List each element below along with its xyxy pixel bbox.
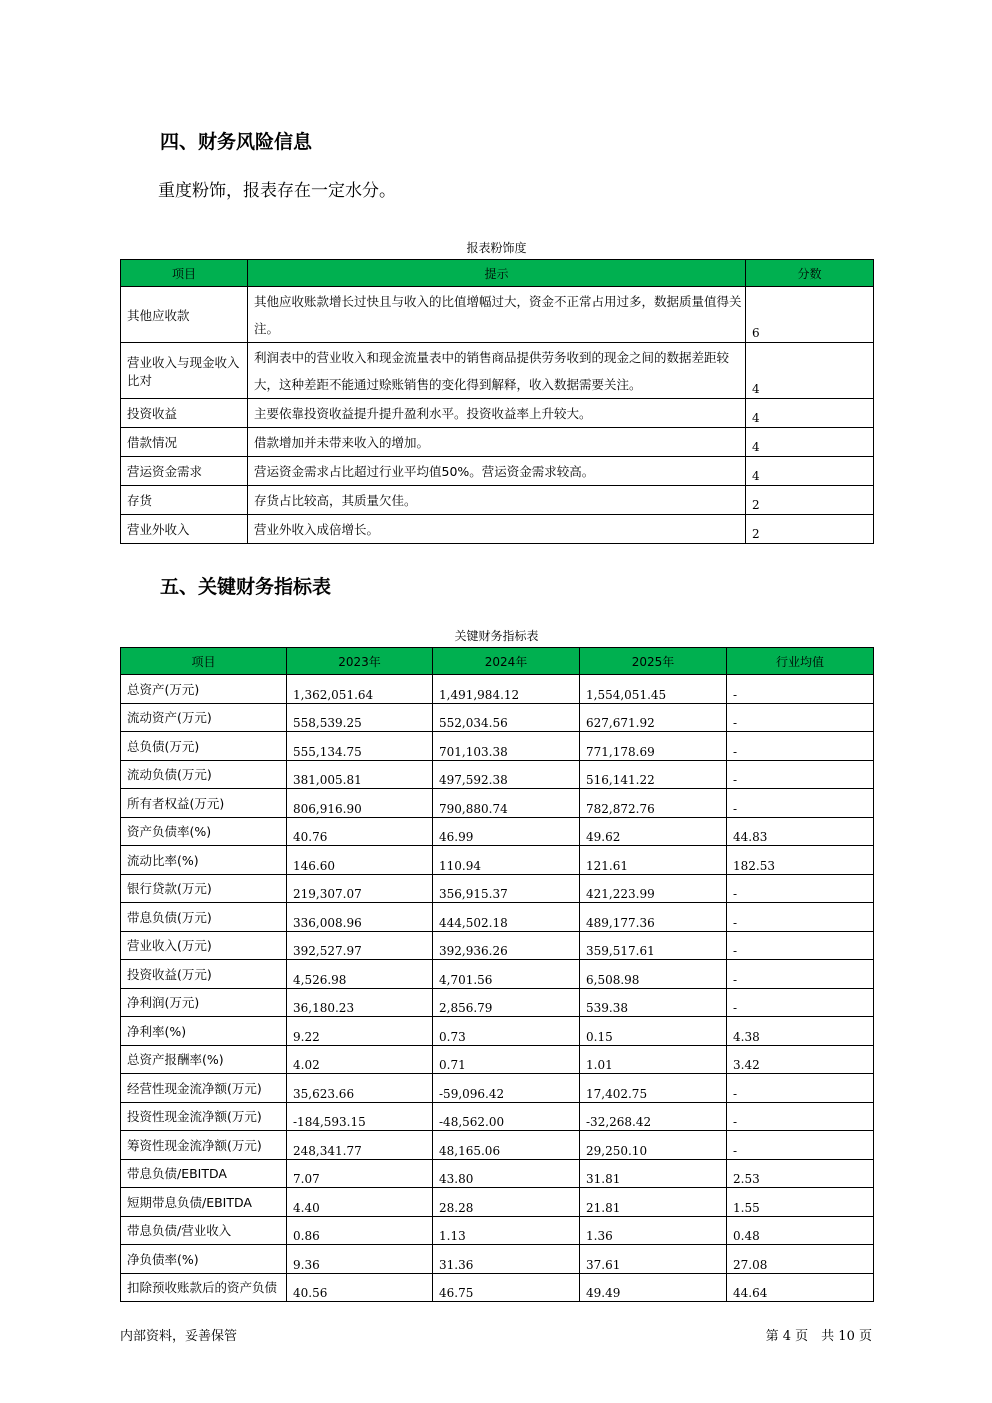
col-header-industry-avg: 行业均值 [727,648,874,675]
kpi-table-row [121,1159,874,1188]
kpi-table-row [121,1074,874,1103]
col-header-hint: 提示 [248,260,746,287]
kpi-table-row [121,760,874,789]
kpi-industry-avg-cell: - [727,675,874,704]
kpi-2024-cell: -59,096.42 [433,1074,580,1103]
kpi-2024-cell: 552,034.56 [433,703,580,732]
kpi-2025-cell: 49.49 [580,1273,727,1302]
kpi-2025-cell: 771,178.69 [580,732,727,761]
kpi-industry-avg-cell: - [727,960,874,989]
kpi-2023-cell: 7.07 [287,1159,433,1188]
kpi-industry-avg-cell: - [727,931,874,960]
kpi-2025-cell: 1,554,051.45 [580,675,727,704]
kpi-table-row [121,703,874,732]
kpi-table-row [121,960,874,989]
kpi-2024-cell: 28.28 [433,1188,580,1217]
risk-summary: 重度粉饰，报表存在一定水分。 [158,181,396,201]
kpi-industry-avg-cell: 1.55 [727,1188,874,1217]
page-total: 10 [838,1329,855,1344]
kpi-industry-avg-cell: - [727,1131,874,1160]
kpi-2023-cell: 219,307.07 [287,874,433,903]
kpi-2025-cell: 489,177.36 [580,903,727,932]
kpi-industry-avg-cell: - [727,703,874,732]
risk-hint-cell: 营业外收入成倍增长。 [248,515,746,544]
kpi-2023-cell: 146.60 [287,846,433,875]
kpi-2025-cell: 49.62 [580,817,727,846]
risk-table [120,259,874,544]
kpi-table-row [121,1245,874,1274]
kpi-table-row [121,1188,874,1217]
risk-table-header [121,260,874,287]
kpi-2025-cell: 1.01 [580,1045,727,1074]
kpi-2025-cell: 359,517.61 [580,931,727,960]
kpi-industry-avg-cell: - [727,1102,874,1131]
kpi-2023-cell: 381,005.81 [287,760,433,789]
col-header-2023: 2023年 [287,648,433,675]
col-header-score: 分数 [746,260,874,287]
kpi-table-row [121,675,874,704]
kpi-2023-cell: 248,341.77 [287,1131,433,1160]
kpi-2025-cell: 31.81 [580,1159,727,1188]
kpi-2025-cell: 21.81 [580,1188,727,1217]
kpi-table-row [121,931,874,960]
kpi-2025-cell: 782,872.76 [580,789,727,818]
kpi-2025-cell: 1.36 [580,1216,727,1245]
kpi-item-cell: 资产负债率(%) [121,817,287,846]
kpi-table [120,647,874,1302]
kpi-industry-avg-cell: - [727,789,874,818]
kpi-item-cell: 总资产(万元) [121,675,287,704]
kpi-item-cell: 经营性现金流净额(万元) [121,1074,287,1103]
kpi-2023-cell: 555,134.75 [287,732,433,761]
risk-table-row [121,343,874,399]
kpi-2024-cell: 0.73 [433,1017,580,1046]
kpi-item-cell: 流动资产(万元) [121,703,287,732]
kpi-item-cell: 银行贷款(万元) [121,874,287,903]
kpi-2024-cell: 497,592.38 [433,760,580,789]
kpi-2025-cell: 37.61 [580,1245,727,1274]
kpi-item-cell: 净负债率(%) [121,1245,287,1274]
kpi-table-row [121,903,874,932]
kpi-2023-cell: 9.36 [287,1245,433,1274]
kpi-2024-cell: 1.13 [433,1216,580,1245]
kpi-industry-avg-cell: - [727,1074,874,1103]
kpi-table-row [121,1017,874,1046]
risk-item-cell: 借款情况 [121,428,248,457]
risk-hint-cell: 利润表中的营业收入和现金流量表中的销售商品提供劳务收到的现金之间的数据差距较大，这种差距不能通过赊账销售的变化得到解释，收入数据需要关注。 [248,343,746,399]
kpi-2023-cell: 9.22 [287,1017,433,1046]
footer-page-number [766,1325,872,1344]
risk-item-cell: 营业外收入 [121,515,248,544]
kpi-2024-cell: 392,936.26 [433,931,580,960]
section5-title: 五、关键财务指标表 [160,576,332,598]
kpi-2024-cell: 31.36 [433,1245,580,1274]
kpi-2025-cell: 516,141.22 [580,760,727,789]
kpi-2023-cell: 36,180.23 [287,988,433,1017]
kpi-2025-cell: 17,402.75 [580,1074,727,1103]
risk-score-cell: 4 [746,428,874,457]
kpi-table-row [121,874,874,903]
kpi-industry-avg-cell: 44.83 [727,817,874,846]
kpi-item-cell: 带息负债/营业收入 [121,1216,287,1245]
kpi-industry-avg-cell: 4.38 [727,1017,874,1046]
kpi-2023-cell: 40.76 [287,817,433,846]
risk-table-row [121,515,874,544]
risk-score-cell: 4 [746,457,874,486]
kpi-item-cell: 净利率(%) [121,1017,287,1046]
kpi-2024-cell: 701,103.38 [433,732,580,761]
kpi-2023-cell: 35,623.66 [287,1074,433,1103]
kpi-2024-cell: 4,701.56 [433,960,580,989]
kpi-item-cell: 投资性现金流净额(万元) [121,1102,287,1131]
risk-table-row [121,399,874,428]
risk-hint-cell: 其他应收账款增长过快且与收入的比值增幅过大，资金不正常占用过多，数据质量值得关注。 [248,287,746,343]
page-prefix: 第 [765,1329,779,1344]
kpi-2023-cell: -184,593.15 [287,1102,433,1131]
risk-score-cell: 4 [746,343,874,399]
col-header-item: 项目 [121,260,248,287]
kpi-2024-cell: 2,856.79 [433,988,580,1017]
risk-hint-cell: 营运资金需求占比超过行业平均值50%。营运资金需求较高。 [248,457,746,486]
kpi-item-cell: 营业收入(万元) [121,931,287,960]
kpi-item-cell: 净利润(万元) [121,988,287,1017]
kpi-table-row [121,1045,874,1074]
kpi-2024-cell: -48,562.00 [433,1102,580,1131]
page-suffix: 页 [858,1329,872,1344]
kpi-2023-cell: 336,008.96 [287,903,433,932]
kpi-item-cell: 总资产报酬率(%) [121,1045,287,1074]
kpi-item-cell: 扣除预收账款后的资产负债 [121,1273,287,1302]
kpi-item-cell: 带息负债(万元) [121,903,287,932]
kpi-item-cell: 筹资性现金流净额(万元) [121,1131,287,1160]
kpi-2023-cell: 806,916.90 [287,789,433,818]
kpi-2023-cell: 4.40 [287,1188,433,1217]
kpi-2024-cell: 46.75 [433,1273,580,1302]
page-mid: 页 共 [795,1329,835,1344]
kpi-2024-cell: 46.99 [433,817,580,846]
risk-hint-cell: 存货占比较高，其质量欠佳。 [248,486,746,515]
kpi-2023-cell: 0.86 [287,1216,433,1245]
kpi-item-cell: 流动比率(%) [121,846,287,875]
kpi-table-row [121,1273,874,1302]
col-header-2024: 2024年 [433,648,580,675]
footer-confidential: 内部资料，妥善保管 [120,1329,238,1344]
kpi-item-cell: 投资收益(万元) [121,960,287,989]
risk-table-caption: 报表粉饰度 [466,241,527,255]
kpi-industry-avg-cell: - [727,988,874,1017]
kpi-item-cell: 短期带息负债/EBITDA [121,1188,287,1217]
kpi-2025-cell: 0.15 [580,1017,727,1046]
page-current: 4 [782,1329,791,1344]
kpi-2024-cell: 110.94 [433,846,580,875]
kpi-table-row [121,1216,874,1245]
kpi-table-row [121,1131,874,1160]
kpi-2024-cell: 43.80 [433,1159,580,1188]
risk-table-row [121,486,874,515]
risk-item-cell: 营运资金需求 [121,457,248,486]
kpi-2024-cell: 1,491,984.12 [433,675,580,704]
kpi-2023-cell: 558,539.25 [287,703,433,732]
kpi-2025-cell: 121.61 [580,846,727,875]
kpi-table-row [121,817,874,846]
kpi-industry-avg-cell: - [727,903,874,932]
kpi-table-caption: 关键财务指标表 [454,629,539,643]
risk-item-cell: 其他应收款 [121,287,248,343]
kpi-table-header [121,648,874,675]
section4-title: 四、财务风险信息 [160,131,313,153]
kpi-2025-cell: 627,671.92 [580,703,727,732]
risk-score-cell: 2 [746,486,874,515]
kpi-industry-avg-cell: 27.08 [727,1245,874,1274]
kpi-industry-avg-cell: - [727,874,874,903]
kpi-2023-cell: 4.02 [287,1045,433,1074]
risk-score-cell: 2 [746,515,874,544]
col-header-2025: 2025年 [580,648,727,675]
kpi-2025-cell: 539.38 [580,988,727,1017]
kpi-item-cell: 流动负债(万元) [121,760,287,789]
kpi-item-cell: 所有者权益(万元) [121,789,287,818]
kpi-industry-avg-cell: 2.53 [727,1159,874,1188]
risk-item-cell: 投资收益 [121,399,248,428]
risk-table-row [121,287,874,343]
kpi-industry-avg-cell: - [727,732,874,761]
kpi-table-row [121,789,874,818]
kpi-2023-cell: 4,526.98 [287,960,433,989]
kpi-table-row [121,732,874,761]
kpi-industry-avg-cell: 3.42 [727,1045,874,1074]
kpi-industry-avg-cell: 44.64 [727,1273,874,1302]
risk-item-cell: 营业收入与现金收入比对 [121,343,248,399]
kpi-2024-cell: 48,165.06 [433,1131,580,1160]
kpi-2024-cell: 356,915.37 [433,874,580,903]
risk-item-cell: 存货 [121,486,248,515]
kpi-2025-cell: 6,508.98 [580,960,727,989]
kpi-2025-cell: -32,268.42 [580,1102,727,1131]
kpi-industry-avg-cell: 0.48 [727,1216,874,1245]
kpi-2023-cell: 40.56 [287,1273,433,1302]
kpi-item-cell: 带息负债/EBITDA [121,1159,287,1188]
kpi-industry-avg-cell: - [727,760,874,789]
risk-score-cell: 6 [746,287,874,343]
kpi-2025-cell: 29,250.10 [580,1131,727,1160]
kpi-2024-cell: 790,880.74 [433,789,580,818]
kpi-table-row [121,988,874,1017]
kpi-2024-cell: 0.71 [433,1045,580,1074]
kpi-2023-cell: 392,527.97 [287,931,433,960]
risk-score-cell: 4 [746,399,874,428]
kpi-2023-cell: 1,362,051.64 [287,675,433,704]
kpi-2024-cell: 444,502.18 [433,903,580,932]
kpi-item-cell: 总负债(万元) [121,732,287,761]
col-header-item: 项目 [121,648,287,675]
kpi-table-row [121,1102,874,1131]
kpi-industry-avg-cell: 182.53 [727,846,874,875]
risk-table-row [121,457,874,486]
risk-hint-cell: 主要依靠投资收益提升提升盈利水平。投资收益率上升较大。 [248,399,746,428]
kpi-2025-cell: 421,223.99 [580,874,727,903]
risk-table-row [121,428,874,457]
risk-hint-cell: 借款增加并未带来收入的增加。 [248,428,746,457]
kpi-table-row [121,846,874,875]
